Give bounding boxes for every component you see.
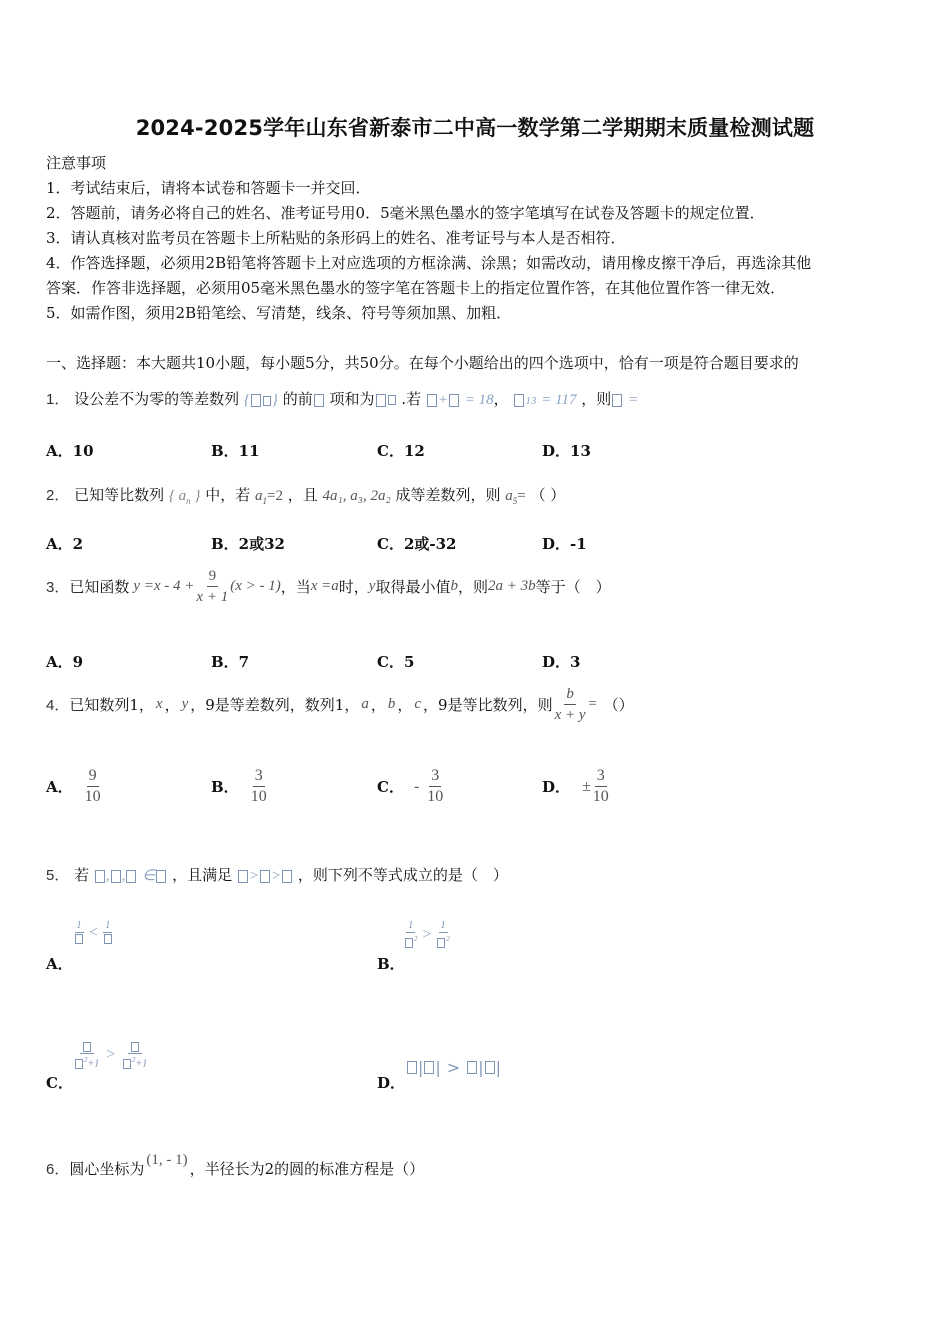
notice-item-3: 3．请认真核对监考员在答题卡上所粘贴的条形码上的姓名、准考证号与本人是否相符． <box>46 229 626 247</box>
question-number: 6． <box>46 1161 70 1178</box>
question-1: 1． 设公差不为零的等差数列 { } 的前 项和为 .若 + = 18， 13 = 117 ，则 = <box>46 390 639 408</box>
question-5: 5． 若 , , ∈ ，且满足 > > ，则下列不等式成立的是（ ） <box>46 866 508 884</box>
question-6: 6． 圆心坐标为 (1, - 1) ，半径长为2的圆的标准方程是（） <box>46 1152 425 1178</box>
notice-item-4-cont: 答案．作答非选择题，必须用05毫米黑色墨水的签字笔在答题卡上的指定位置作答，在其他位置作答一律无效． <box>46 279 786 297</box>
fraction: $\frac{b}{x + y}$ <box>554 686 586 723</box>
notice-item-2: 2．答题前，请务必将自己的姓名、准考证号用0．5毫米黑色墨水的签字笔填写在试卷及答题卡的规定位置． <box>46 204 765 222</box>
q5-option-c[interactable]: C． <box>46 1074 73 1092</box>
q5-option-b[interactable]: B． <box>377 955 405 973</box>
question-number: 2． <box>46 487 70 504</box>
q4-option-b[interactable]: B． $\frac{3}{10}$ <box>211 767 267 805</box>
q5-option-a[interactable]: A． <box>46 955 73 973</box>
q5-option-b-formula: $\frac{1}{^2}$ > $\frac{1}{^2}$ <box>402 920 452 949</box>
notice-item-4: 4．作答选择题，必须用2B铅笔将答题卡上对应选项的方框涂满、涂黑；如需改动，请用橡皮擦干净后，再选涂其他 <box>46 254 812 272</box>
q5-option-a-formula: 1 < 1 <box>72 920 115 945</box>
q1-option-a[interactable]: A．10 <box>46 442 94 460</box>
q1-option-d[interactable]: D．13 <box>542 442 591 460</box>
question-number: 3． <box>46 579 70 596</box>
notice-heading: 注意事项 <box>46 154 107 172</box>
question-4: 4． 已知数列1， x ， y ，9是等差数列，数列1， a ， b ， c ，9是等比数列，则 $\frac{b}{x + y}$ = （） <box>46 686 634 723</box>
q2-option-c[interactable]: C．2或-32 <box>377 535 457 553</box>
q2-option-d[interactable]: D．-1 <box>542 535 587 553</box>
question-2: 2． 已知等比数列 { $a_n$ } 中，若 $a_1=2$ ，且 4a₁, a₃, 2a₂ 成等差数列，则 $a_5=$ （ ） <box>46 486 566 506</box>
question-number: 5． <box>46 867 70 884</box>
notice-item-1: 1．考试结束后，请将本试卷和答题卡一并交回． <box>46 179 371 197</box>
q1-option-b[interactable]: B．11 <box>211 442 260 460</box>
section-heading: 一、选择题：本大题共10小题，每小题5分，共50分。在每个小题给出的四个选项中，恰有一项是符合题目要求的 <box>46 354 799 372</box>
notice-item-5: 5．如需作图，须用2B铅笔绘、写清楚，线条、符号等须加黑、加粗． <box>46 304 512 322</box>
q3-option-a[interactable]: A．9 <box>46 653 84 671</box>
q1-option-c[interactable]: C．12 <box>377 442 425 460</box>
sequence-symbol: { } <box>243 392 278 408</box>
q4-option-d[interactable]: D． ± $\frac{3}{10}$ <box>542 767 609 805</box>
q3-option-d[interactable]: D．3 <box>542 653 581 671</box>
question-number: 4． <box>46 697 70 714</box>
q3-option-b[interactable]: B．7 <box>211 653 250 671</box>
page-title: 2024-2025学年山东省新泰市二中高一数学第二学期期末质量检测试题 <box>135 116 815 140</box>
q5-option-d[interactable]: D． <box>377 1074 406 1092</box>
q5-option-c-formula: $^2$+1 > $^2$+1 <box>72 1040 149 1070</box>
q5-option-d-formula: | | > | | <box>406 1058 501 1077</box>
question-3: 3． 已知函数 y =x - 4 + $\frac{9}{x + 1}$ (x > - 1) ，当 x =a 时， y 取得最小值 b ，则 2a + 3b 等于（ ） <box>46 568 611 605</box>
q2-option-a[interactable]: A．2 <box>46 535 84 553</box>
q2-option-b[interactable]: B．2或32 <box>211 535 285 553</box>
q4-option-a[interactable]: A． $\frac{9}{10}$ <box>46 767 101 805</box>
question-number: 1． <box>46 391 70 408</box>
fraction: $\frac{9}{x + 1}$ <box>196 568 229 605</box>
q4-option-c[interactable]: C． - $\frac{3}{10}$ <box>377 767 444 805</box>
q3-option-c[interactable]: C．5 <box>377 653 415 671</box>
